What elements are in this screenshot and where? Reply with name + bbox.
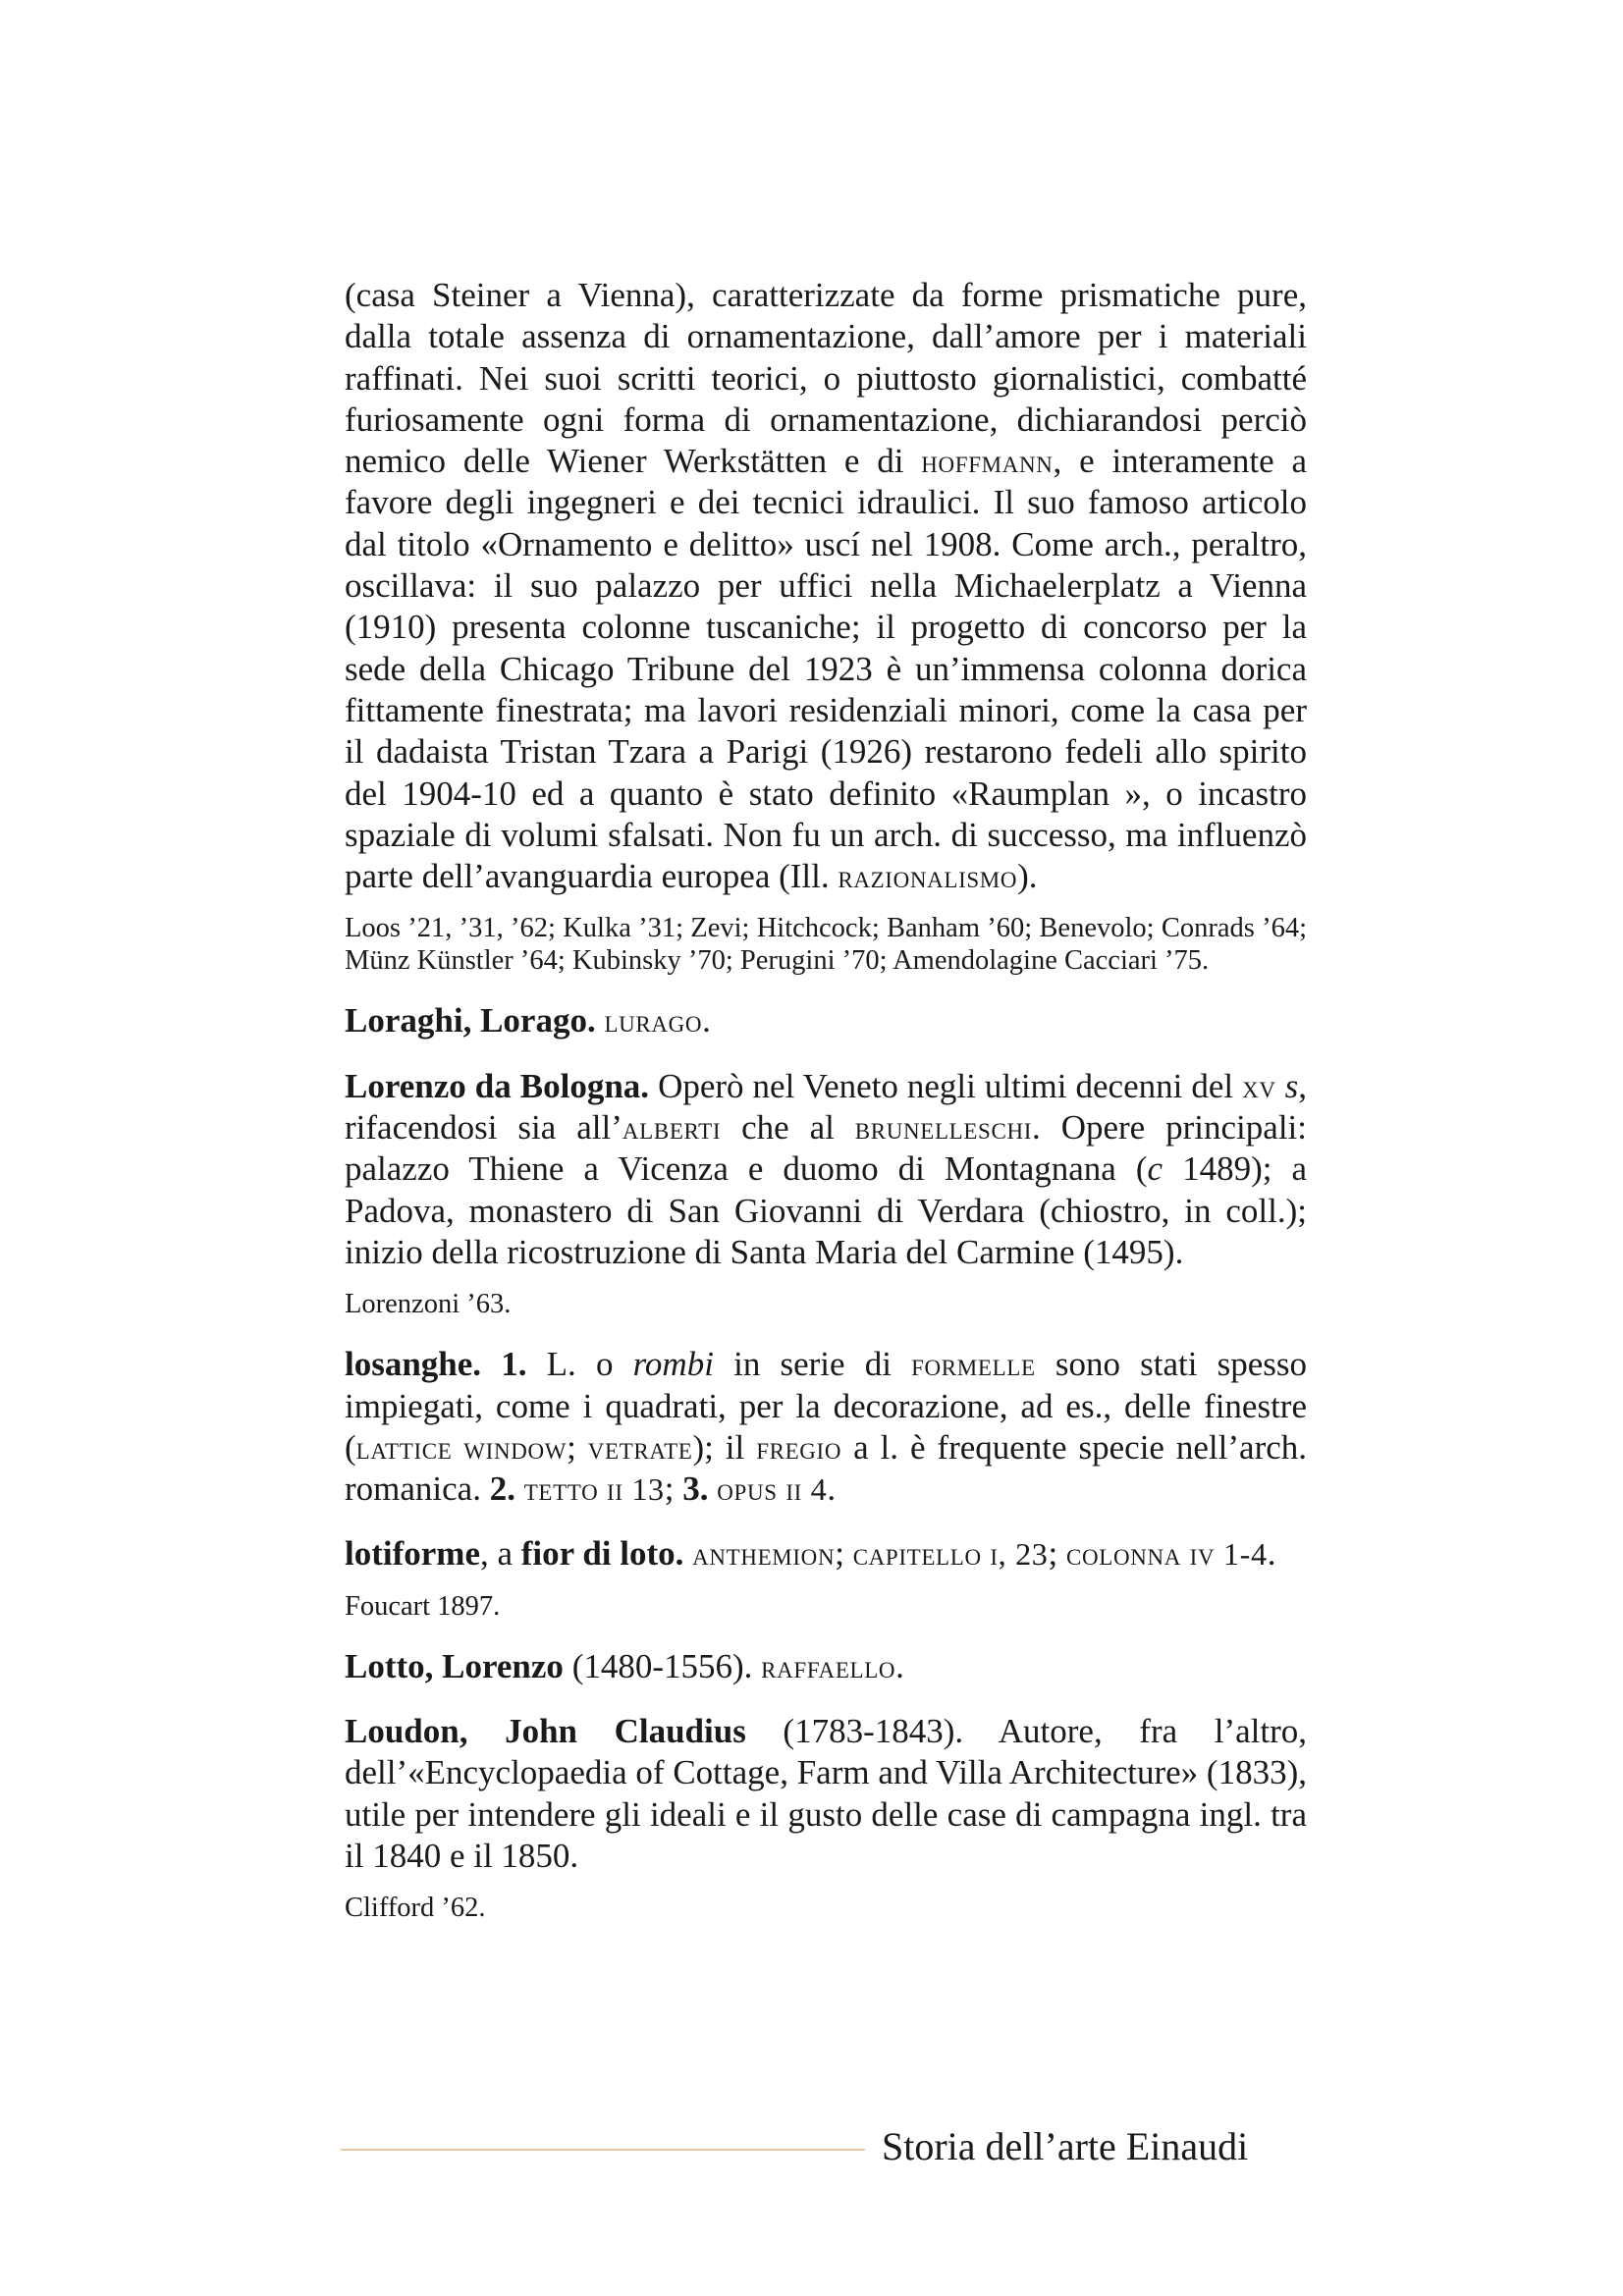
headword: Loudon, John Claudius: [345, 1712, 746, 1751]
cross-reference: colonna iv 1-4: [1066, 1536, 1268, 1573]
body-text: .: [702, 1001, 711, 1041]
body-text: [709, 1469, 718, 1508]
body-text: a l. è frequente specie nell’arch. romanica.: [345, 1427, 1308, 1509]
italic-text: rombi: [632, 1345, 714, 1384]
cross-reference: xv: [1242, 1068, 1276, 1104]
cross-reference: anthemion: [692, 1536, 836, 1573]
dictionary-entry: [345, 1000, 1307, 1041]
cross-reference: fregio: [756, 1429, 842, 1466]
body-text: , rifacendosi sia all’: [345, 1066, 1308, 1148]
body-text: Operò nel Veneto negli ultimi decenni del: [649, 1066, 1243, 1105]
body-text: , a: [479, 1534, 521, 1574]
italic-text: s: [1284, 1066, 1299, 1105]
italic-text: c: [1147, 1149, 1163, 1189]
cross-reference: tetto ii 13: [523, 1471, 665, 1508]
body-text: [1276, 1067, 1285, 1105]
entry-body: [345, 1066, 1307, 1273]
cross-reference: hoffmann: [921, 444, 1054, 480]
cross-reference: lattice window: [355, 1429, 568, 1466]
body-text: .: [1267, 1534, 1276, 1574]
body-text: [683, 1534, 692, 1573]
entry-body: [345, 1711, 1307, 1877]
entry-body: [345, 1646, 1307, 1687]
bibliography: Lorenzoni ’63.: [345, 1289, 512, 1320]
body-text: , e interamente a favore degli ingegneri e dei tecnici idraulici. Il suo famoso articolo dal titolo «Ornamento e delitto» uscí nel 1908. Come arch., peraltro, oscillava: il suo palazzo per uffici nella Michaelerplatz a Vienna (1910) presenta colonne tuscaniche; il progetto di concorso per la sede della Chicago Tribune del 1923 è un’immensa colonna dorica fittamente finestrata; ma lavori residenziali minori, come la casa per il dadaista Tristan Tzara a Parigi (1926) restarono fedeli allo spirito del 1904-10 ed a quanto è stato definito «Raumplan », o incastro spaziale di volumi sfalsati. Non fu un arch. di successo, ma influenzò parte dell’avanguardia europea (Ill.: [345, 442, 1307, 896]
body-text: [481, 1345, 501, 1383]
dictionary-entry: [345, 1066, 1307, 1320]
entry-body: [345, 1000, 1307, 1041]
footer-title: Storia dell’arte Einaudi: [882, 2124, 1249, 2168]
entry-body: [345, 275, 1307, 897]
cross-reference: vetrate: [587, 1429, 693, 1466]
bibliography: Loos ’21, ’31, ’62; Kulka ’31; Zevi; Hitchcock; Banham ’60; Benevolo; Conrads ’64; Münz Künstler ’64; Kubinsky ’70; Perugini ’70; Amendolagine Cacciari ’75.: [345, 913, 1307, 977]
headword: losanghe.: [345, 1345, 482, 1384]
body-text: [515, 1469, 524, 1508]
bibliography: Clifford ’62.: [345, 1893, 486, 1924]
headword: 3.: [682, 1469, 709, 1509]
cross-reference: capitello i, 23: [852, 1536, 1049, 1573]
body-text: .: [827, 1469, 837, 1509]
cross-reference: raffaello: [761, 1648, 896, 1684]
dictionary-entry: [345, 1533, 1307, 1622]
body-text: (casa Steiner a Vienna), caratterizzate da forme prismatiche pure, dalla totale assenza di ornamentazione, dall’amore per i materiali raffinati. Nei suoi scritti teorici, o piuttosto giornalistici, combatté furiosamente ogni forma di ornamentazione, dichiarandosi perciò nemico delle Wiener Werkstätten e di: [345, 276, 1307, 481]
body-text: (1783-1843). Autore, fra l’altro, dell’«Encyclopaedia of Cottage, Farm and Villa Architecture» (1833), utile per intendere gli ideali e il gusto delle case di campagna ingl. tra il 1840 e il 1850.: [345, 1712, 1307, 1875]
body-text: (1480-1556).: [563, 1646, 762, 1685]
bibliography: Foucart 1897.: [345, 1590, 501, 1622]
headword: 1.: [501, 1345, 527, 1384]
body-text: sono stati spesso impiegati, come i quadrati, per la decorazione, ad es., delle finestre (: [345, 1345, 1307, 1467]
cross-reference: brunelleschi: [854, 1110, 1033, 1147]
cross-reference: opus ii 4: [717, 1471, 828, 1508]
body-text: ;: [567, 1427, 588, 1467]
body-text: ;: [1048, 1534, 1067, 1574]
dictionary-entry: [345, 1711, 1307, 1924]
entry-body: [345, 1533, 1307, 1575]
body-text: . Opere principali: palazzo Thiene a Vicenza e duomo di Montagnana (: [345, 1108, 1307, 1189]
body-text: 1489); a Padova, monastero di San Giovanni di Verdara (chiostro, in coll.); inizio della ricostruzione di Santa Maria del Carmine (1495).: [345, 1149, 1307, 1271]
cross-reference: razionalismo: [838, 859, 1018, 895]
cross-reference: alberti: [622, 1110, 722, 1147]
dictionary-column: [345, 275, 1307, 1924]
headword: lotiforme: [345, 1534, 480, 1574]
body-text: .: [895, 1646, 904, 1685]
footer-rule: [341, 2149, 865, 2151]
headword: 2.: [489, 1469, 515, 1509]
dictionary-entry: [345, 1344, 1307, 1510]
headword: fior di loto.: [520, 1534, 684, 1574]
body-text: ;: [664, 1469, 683, 1509]
entry-body: [345, 1344, 1307, 1510]
cross-reference: formelle: [911, 1347, 1036, 1383]
cross-reference: lurago: [604, 1003, 703, 1040]
body-text: ).: [1017, 857, 1038, 896]
dictionary-entry: [345, 275, 1307, 977]
headword: Lotto, Lorenzo: [345, 1646, 564, 1685]
body-text: ); il: [692, 1427, 757, 1467]
headword: Lorenzo da Bologna.: [345, 1066, 650, 1105]
body-text: in serie di: [713, 1345, 912, 1384]
body-text: ;: [835, 1534, 853, 1574]
dictionary-entry: [345, 1646, 1307, 1687]
body-text: che al: [721, 1108, 855, 1148]
headword: Loraghi, Lorago.: [345, 1001, 596, 1041]
body-text: L. o: [526, 1345, 633, 1384]
